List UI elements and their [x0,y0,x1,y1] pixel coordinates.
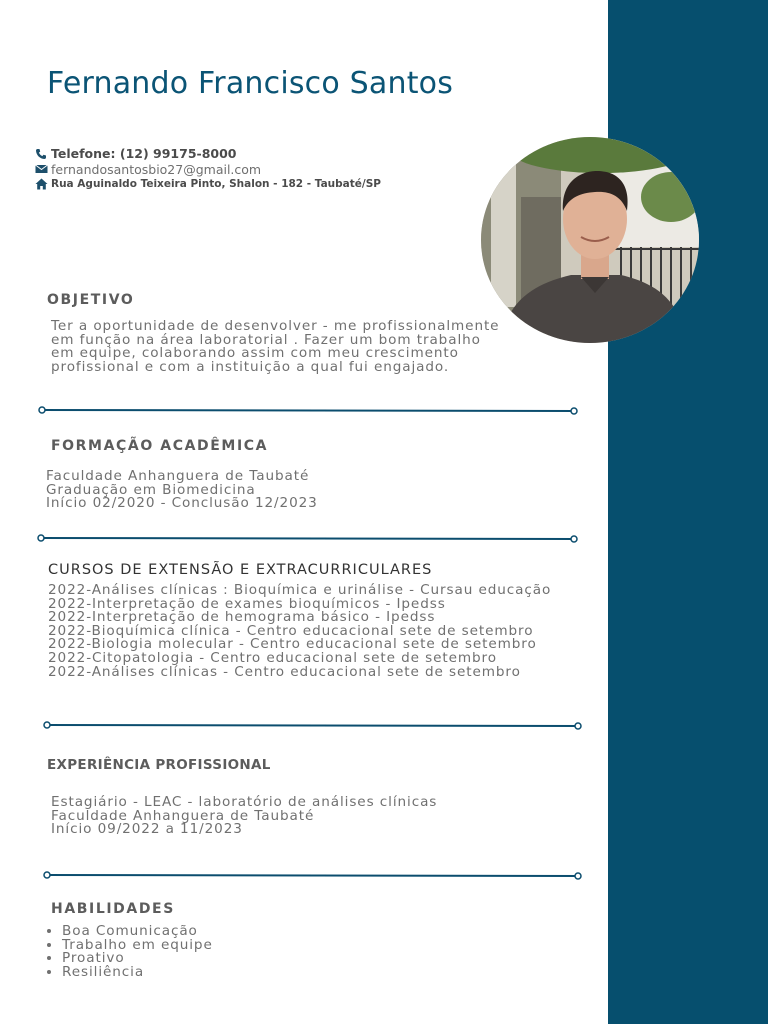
objetivo-line: em função na área laboratorial . Fazer um bom trabalho [51,331,481,348]
curso-item: 2022-Bioquímica clínica - Centro educacional sete de setembro [48,622,534,639]
curso-item: 2022-Interpretação de exames bioquímicos - Ipedss [48,595,446,612]
formacao-line: Faculdade Anhanguera de Taubaté [46,468,310,484]
curso-item: 2022-Biologia molecular - Centro educacional sete de setembro [48,636,537,653]
curso-item: 2022-Interpretação de hemograma básico - Ipedss [48,609,436,626]
experiencia-line: Estagiário - LEAC - laboratório de análises clínicas [51,794,438,810]
objetivo-line: Ter a oportunidade de desenvolver - me profissionalmente [51,318,500,334]
objetivo-text [51,320,499,374]
objetivo-heading: OBJETIVO [47,292,135,308]
section-divider [43,870,584,882]
formacao-line: Graduação em Biomedicina [46,481,256,498]
habilidades-heading: HABILIDADES [51,901,175,917]
section-divider [38,404,579,416]
contact-email [35,162,261,177]
contact-phone [35,146,237,161]
section-divider [37,533,580,545]
formacao-heading: FORMAÇÃO ACADÊMICA [51,438,269,454]
home-icon [35,178,49,190]
phone-text: Telefone: (12) 99175-8000 [51,146,237,161]
formacao-line: Início 02/2020 - Conclusão 12/2023 [46,495,318,512]
cursos-heading: CURSOS DE EXTENSÃO E EXTRACURRICULARES [48,562,433,578]
habilidade-item: • Resiliência [62,966,213,980]
curso-item: 2022-Citopatologia - Centro educacional sete de setembro [48,649,497,666]
experiencia-heading: EXPERIÊNCIA PROFISSIONAL [47,757,271,773]
objetivo-line: profissional e com a instituição a qual fui engajado. [51,358,450,375]
experiencia-text [51,796,437,837]
habilidade-item: • Trabalho em equipe [62,939,213,953]
mail-icon [35,164,49,176]
email-text: fernandosantosbio27@gmail.com [51,162,262,177]
address-text: Rua Aguinaldo Teixeira Pinto, Shalon - 182 - Taubaté/SP [51,178,381,190]
experiencia-line: Faculdade Anhanguera de Taubaté [51,807,315,824]
page-title: Fernando Francisco Santos [47,66,454,101]
habilidades-list [30,925,213,979]
contact-address [35,178,381,190]
curso-item: 2022-Análises clínicas : Bioquímica e urinálise - Cursau educação [48,582,552,598]
cursos-list [48,584,551,679]
profile-photo [481,137,699,343]
objetivo-line: em equipe, colaborando assim com meu crescimento [51,345,459,362]
phone-icon [35,148,49,160]
experiencia-line: Início 09/2022 a 11/2023 [51,821,243,838]
curso-item: 2022-Análises clínicas - Centro educacional sete de setembro [48,663,521,680]
habilidade-item: • Boa Comunicação [62,925,213,939]
formacao-text [46,470,318,511]
section-divider [43,720,584,732]
habilidade-item: • Proativo [62,952,213,966]
